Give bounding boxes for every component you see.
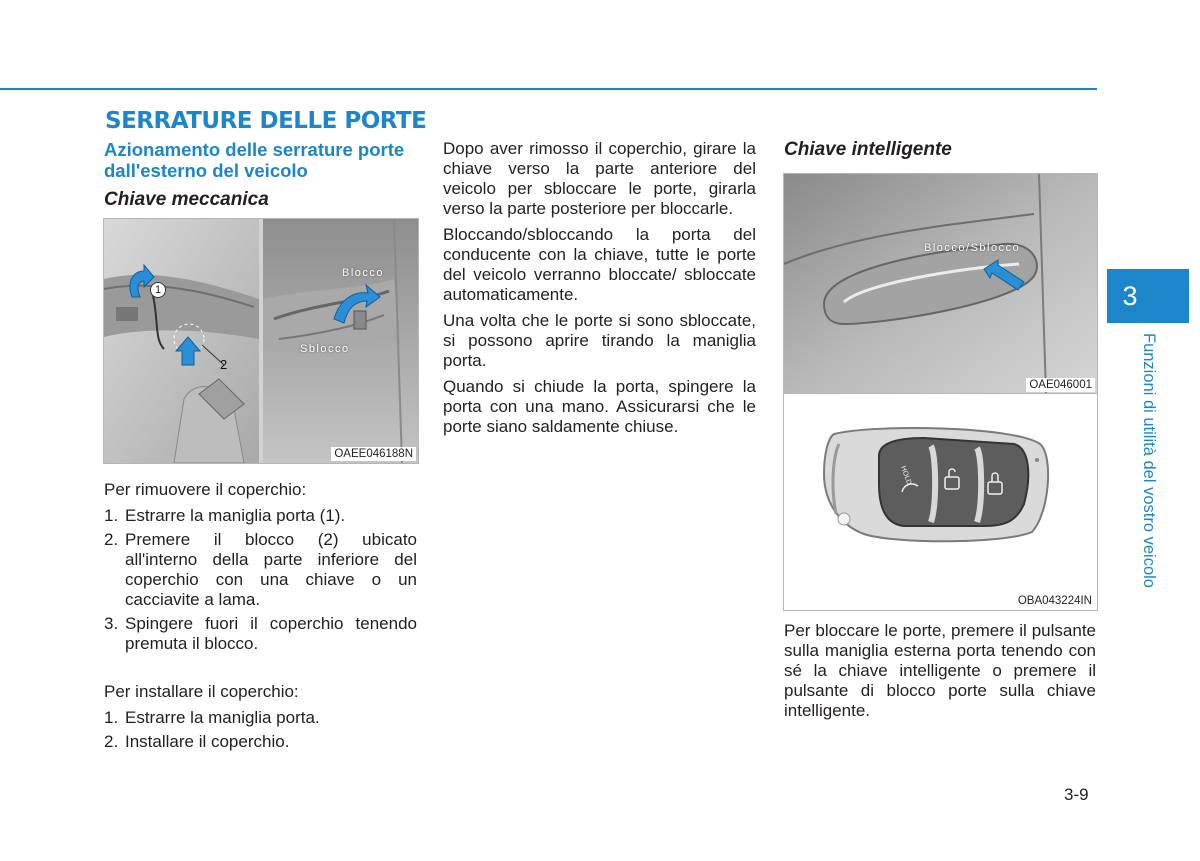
remove-cover-steps — [104, 506, 417, 658]
step-number: 3. — [104, 614, 119, 633]
figure-code: OAE046001 — [1026, 378, 1095, 392]
figure-smart-key — [783, 393, 1098, 611]
callout-1: 1 — [150, 282, 166, 298]
callout-2: 2 — [220, 357, 228, 372]
paragraph: Una volta che le porte si sono sbloccate, si possono aprire tirando la maniglia porta. — [443, 311, 756, 370]
hold-label: HOLD — [899, 465, 913, 486]
paragraph: Quando si chiude la porta, spingere la porta con una mano. Assicurarsi che le porte siano saldamente chiuse. — [443, 377, 756, 436]
subheading: Azionamento delle serrature porte dall'esterno del veicolo — [104, 139, 405, 181]
install-cover-steps — [104, 708, 417, 756]
step-text: Installare il coperchio. — [125, 732, 290, 751]
list-item — [104, 614, 417, 654]
page-number: 3-9 — [1064, 785, 1089, 804]
smart-door-handle-illustration — [784, 174, 1097, 394]
door-handle-illustration — [104, 219, 418, 463]
paragraph: Bloccando/sbloccando la porta del conducente con la chiave, tutte le porte del veicolo verranno bloccate/ sbloccate automaticamente. — [443, 225, 756, 304]
lock-unlock-label: Blocco/Sblocco — [924, 242, 1021, 254]
unlock-label: Sblocco — [300, 343, 350, 355]
smart-key-instructions: Per bloccare le porte, premere il pulsante sulla maniglia esterna porta tenendo con sé la chiave intelligente o premere il pulsante di blocco porte sulla chiave intelligente. — [784, 621, 1096, 720]
step-number: 1. — [104, 506, 119, 525]
section-title: SERRATURE DELLE PORTE — [105, 108, 427, 134]
smart-key-fob-illustration — [784, 394, 1097, 610]
step-number: 1. — [104, 708, 119, 727]
step-text: Premere il blocco (2) ubicato all'interno della parte inferiore del coperchio con una chiave o un cacciavite a lama. — [125, 530, 417, 609]
step-text: Estrarre la maniglia porta. — [125, 708, 320, 727]
list-item — [104, 732, 417, 752]
list-item — [104, 708, 417, 728]
chapter-number: 3 — [1122, 280, 1138, 311]
figure-code: OBA043224IN — [1015, 594, 1095, 608]
mechanical-key-heading: Chiave meccanica — [104, 189, 269, 210]
step-text: Estrarre la maniglia porta (1). — [125, 506, 346, 525]
chapter-tab — [1107, 269, 1189, 323]
figure-door-handle-button — [783, 173, 1098, 395]
figure-code: OAEE046188N — [331, 447, 416, 461]
figure-mechanical-key — [103, 218, 419, 464]
top-rule — [0, 88, 1097, 90]
column-2-text — [443, 139, 756, 443]
step-text: Spingere fuori il coperchio tenendo premuta il blocco. — [125, 614, 417, 653]
lock-label: Blocco — [342, 267, 385, 279]
step-number: 2. — [104, 732, 119, 751]
chapter-title: Funzioni di utilità del vostro veicolo — [1140, 333, 1158, 588]
list-item — [104, 506, 417, 526]
list-item — [104, 530, 417, 610]
step-number: 2. — [104, 530, 119, 549]
paragraph: Dopo aver rimosso il coperchio, girare la chiave verso la parte anteriore del veicolo per sbloccare le porte, girarla verso la parte posteriore per bloccarle. — [443, 139, 756, 218]
remove-cover-intro: Per rimuovere il coperchio: — [104, 480, 307, 499]
install-cover-intro: Per installare il coperchio: — [104, 682, 299, 701]
smart-key-heading: Chiave intelligente — [784, 139, 952, 160]
